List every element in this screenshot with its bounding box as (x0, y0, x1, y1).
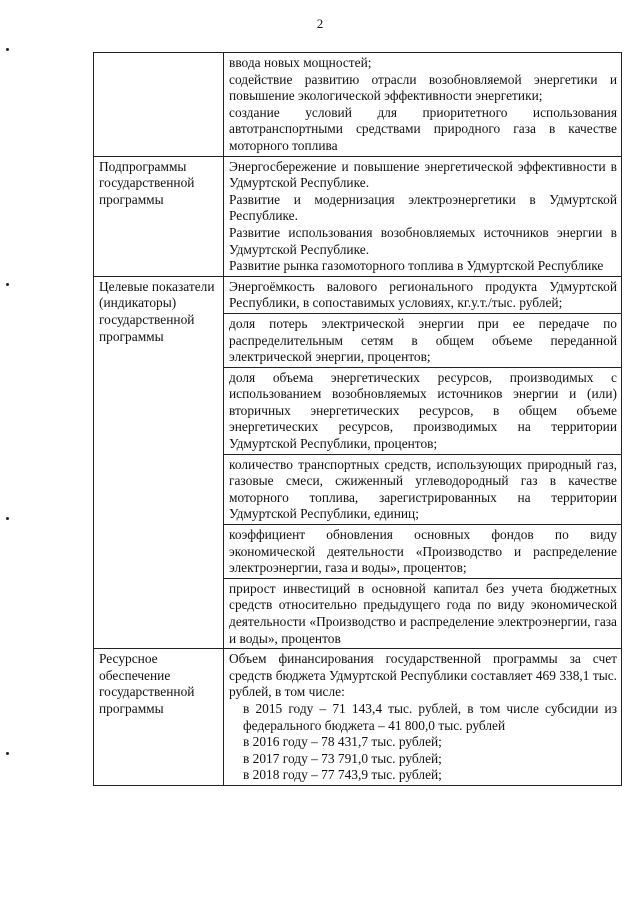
row-label: Ресурсное обеспечение государственной программы (94, 649, 224, 786)
indicator-item (224, 314, 621, 368)
goal-item: содействие развитию отрасли возобновляемой энергетики и повышение экологической эффективности энергетики; (229, 71, 617, 104)
subprogram-item: Развитие рынка газомоторного топлива в Удмуртской Республике (229, 258, 604, 274)
goal-item: ввода новых мощностей; (229, 55, 372, 70)
funding-year-2015: в 2015 году – 71 143,4 тыс. рублей, в том числе субсидии из федерального бюджета – 41 800,0 тыс. рублей (243, 700, 617, 733)
page-number: 2 (316, 16, 324, 31)
funding-year-2016: в 2016 году – 78 431,7 тыс. рублей; (243, 734, 442, 750)
indicator-item (224, 579, 621, 648)
margin-dot (6, 752, 9, 755)
row-label (94, 53, 224, 157)
indicator-text: количество транспортных средств, использующих природный газ, газовые смеси, сжиженный углеводородный газ в качестве моторного топлива, зарегистрированных на территории Удмуртской Республики, единиц; (229, 456, 617, 522)
row-content (224, 156, 622, 276)
table-row-resources (94, 649, 622, 786)
subprogram-item: Развитие использования возобновляемых источников энергии в Удмуртской Республике. (229, 224, 617, 257)
row-label: Подпрограммы государственной программы (94, 156, 224, 276)
row-content (224, 276, 622, 648)
indicator-item (224, 455, 621, 525)
table-row-goals-continued (94, 53, 622, 157)
indicator-text: доля объема энергетических ресурсов, производимых с использованием возобновляемых источников энергии и (или) вторичных энергетических ресурсов, в общем объеме энергетических ресурсов, производимых на территории Удмуртской Республики, процентов; (229, 369, 617, 452)
table-row-indicators (94, 276, 622, 648)
row-content (224, 53, 622, 157)
indicator-text: коэффициент обновления основных фондов по виду экономической деятельности «Производство и распределение электроэнергии, газа и воды», процентов; (229, 527, 617, 576)
margin-dot (6, 517, 9, 520)
subprogram-item: Развитие и модернизация электроэнергетики в Удмуртской Республике. (229, 191, 617, 224)
table-row-subprograms (94, 156, 622, 276)
indicator-item (224, 525, 621, 579)
goal-item: создание условий для приоритетного использования автотранспортными средствами природного газа в качестве моторного топлива (229, 104, 617, 153)
indicator-item (224, 277, 621, 314)
indicator-item (224, 368, 621, 455)
funding-intro: Объем финансирования государственной программы за счет средств бюджета Удмуртской Республики составляет 469 338,1 тыс. рублей, в том числе: (229, 651, 617, 700)
indicator-text: Энергоёмкость валового регионального продукта Удмуртской Республики, в сопоставимых условиях, кг.у.т./тыс. рублей; (229, 278, 617, 311)
program-passport-table (93, 52, 622, 786)
margin-dot (6, 48, 9, 51)
row-content (224, 649, 622, 786)
subprogram-item: Энергосбережение и повышение энергетической эффективности в Удмуртской Республике. (229, 158, 617, 191)
funding-year-2017: в 2017 году – 73 791,0 тыс. рублей; (243, 750, 442, 766)
funding-year-2018: в 2018 году – 77 743,9 тыс. рублей; (243, 767, 442, 783)
row-label: Целевые показатели (индикаторы) государственной программы (94, 276, 224, 648)
indicator-text: доля потерь электрической энергии при ее передаче по распределительным сетям в общем объеме переданной электрической энергии, процентов; (229, 315, 617, 365)
indicator-text: прирост инвестиций в основной капитал без учета бюджетных средств относительно предыдущего года по виду экономической деятельности «Производство и распределение электроэнергии, газа и воды», процентов (229, 580, 617, 646)
margin-dot (6, 283, 9, 286)
